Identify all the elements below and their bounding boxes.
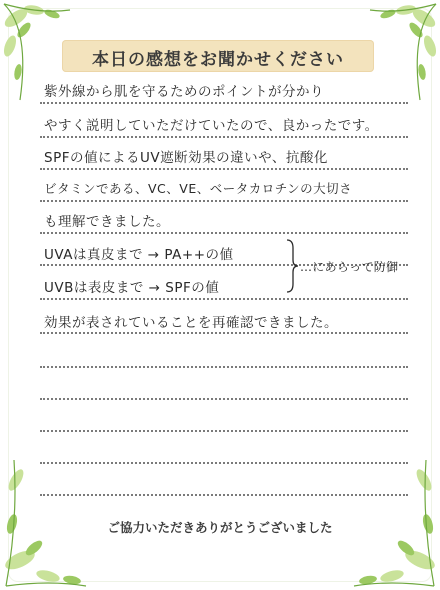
handwritten-line: UVBは表皮まで → SPFの値 [44, 280, 220, 296]
handwritten-line: やすく説明していただけていたので、良かったです。 [44, 118, 379, 134]
writing-rule [40, 136, 408, 138]
writing-rule [40, 366, 408, 368]
writing-rule [40, 102, 408, 104]
handwritten-line: UVAは真皮まで → PA++の値 [44, 247, 234, 263]
handwritten-line: 効果が表されていることを再確認できました。 [44, 315, 338, 331]
curly-brace-icon [284, 238, 300, 294]
writing-rule [40, 200, 408, 202]
card-footer: ご協力いただきありがとうございました [107, 520, 333, 535]
writing-rule [40, 462, 408, 464]
writing-rule [40, 398, 408, 400]
handwritten-line: ビタミンである、VC、VE、ベータカロチンの大切さ [44, 181, 353, 196]
card-title: 本日の感想をお聞かせください [92, 50, 344, 70]
title-band [62, 40, 374, 72]
handwritten-line: 紫外線から肌を守るためのポイントが分かり [44, 84, 324, 100]
writing-rule [40, 332, 408, 334]
writing-rule [40, 232, 408, 234]
handwritten-line: も理解できました。 [44, 214, 170, 230]
writing-rule [40, 168, 408, 170]
handwritten-line: SPFの値によるUV遮断効果の違いや、抗酸化 [44, 150, 328, 166]
writing-rule [40, 298, 408, 300]
writing-rule [40, 430, 408, 432]
side-note: …にあらって防御 [300, 260, 399, 274]
writing-rule [40, 494, 408, 496]
